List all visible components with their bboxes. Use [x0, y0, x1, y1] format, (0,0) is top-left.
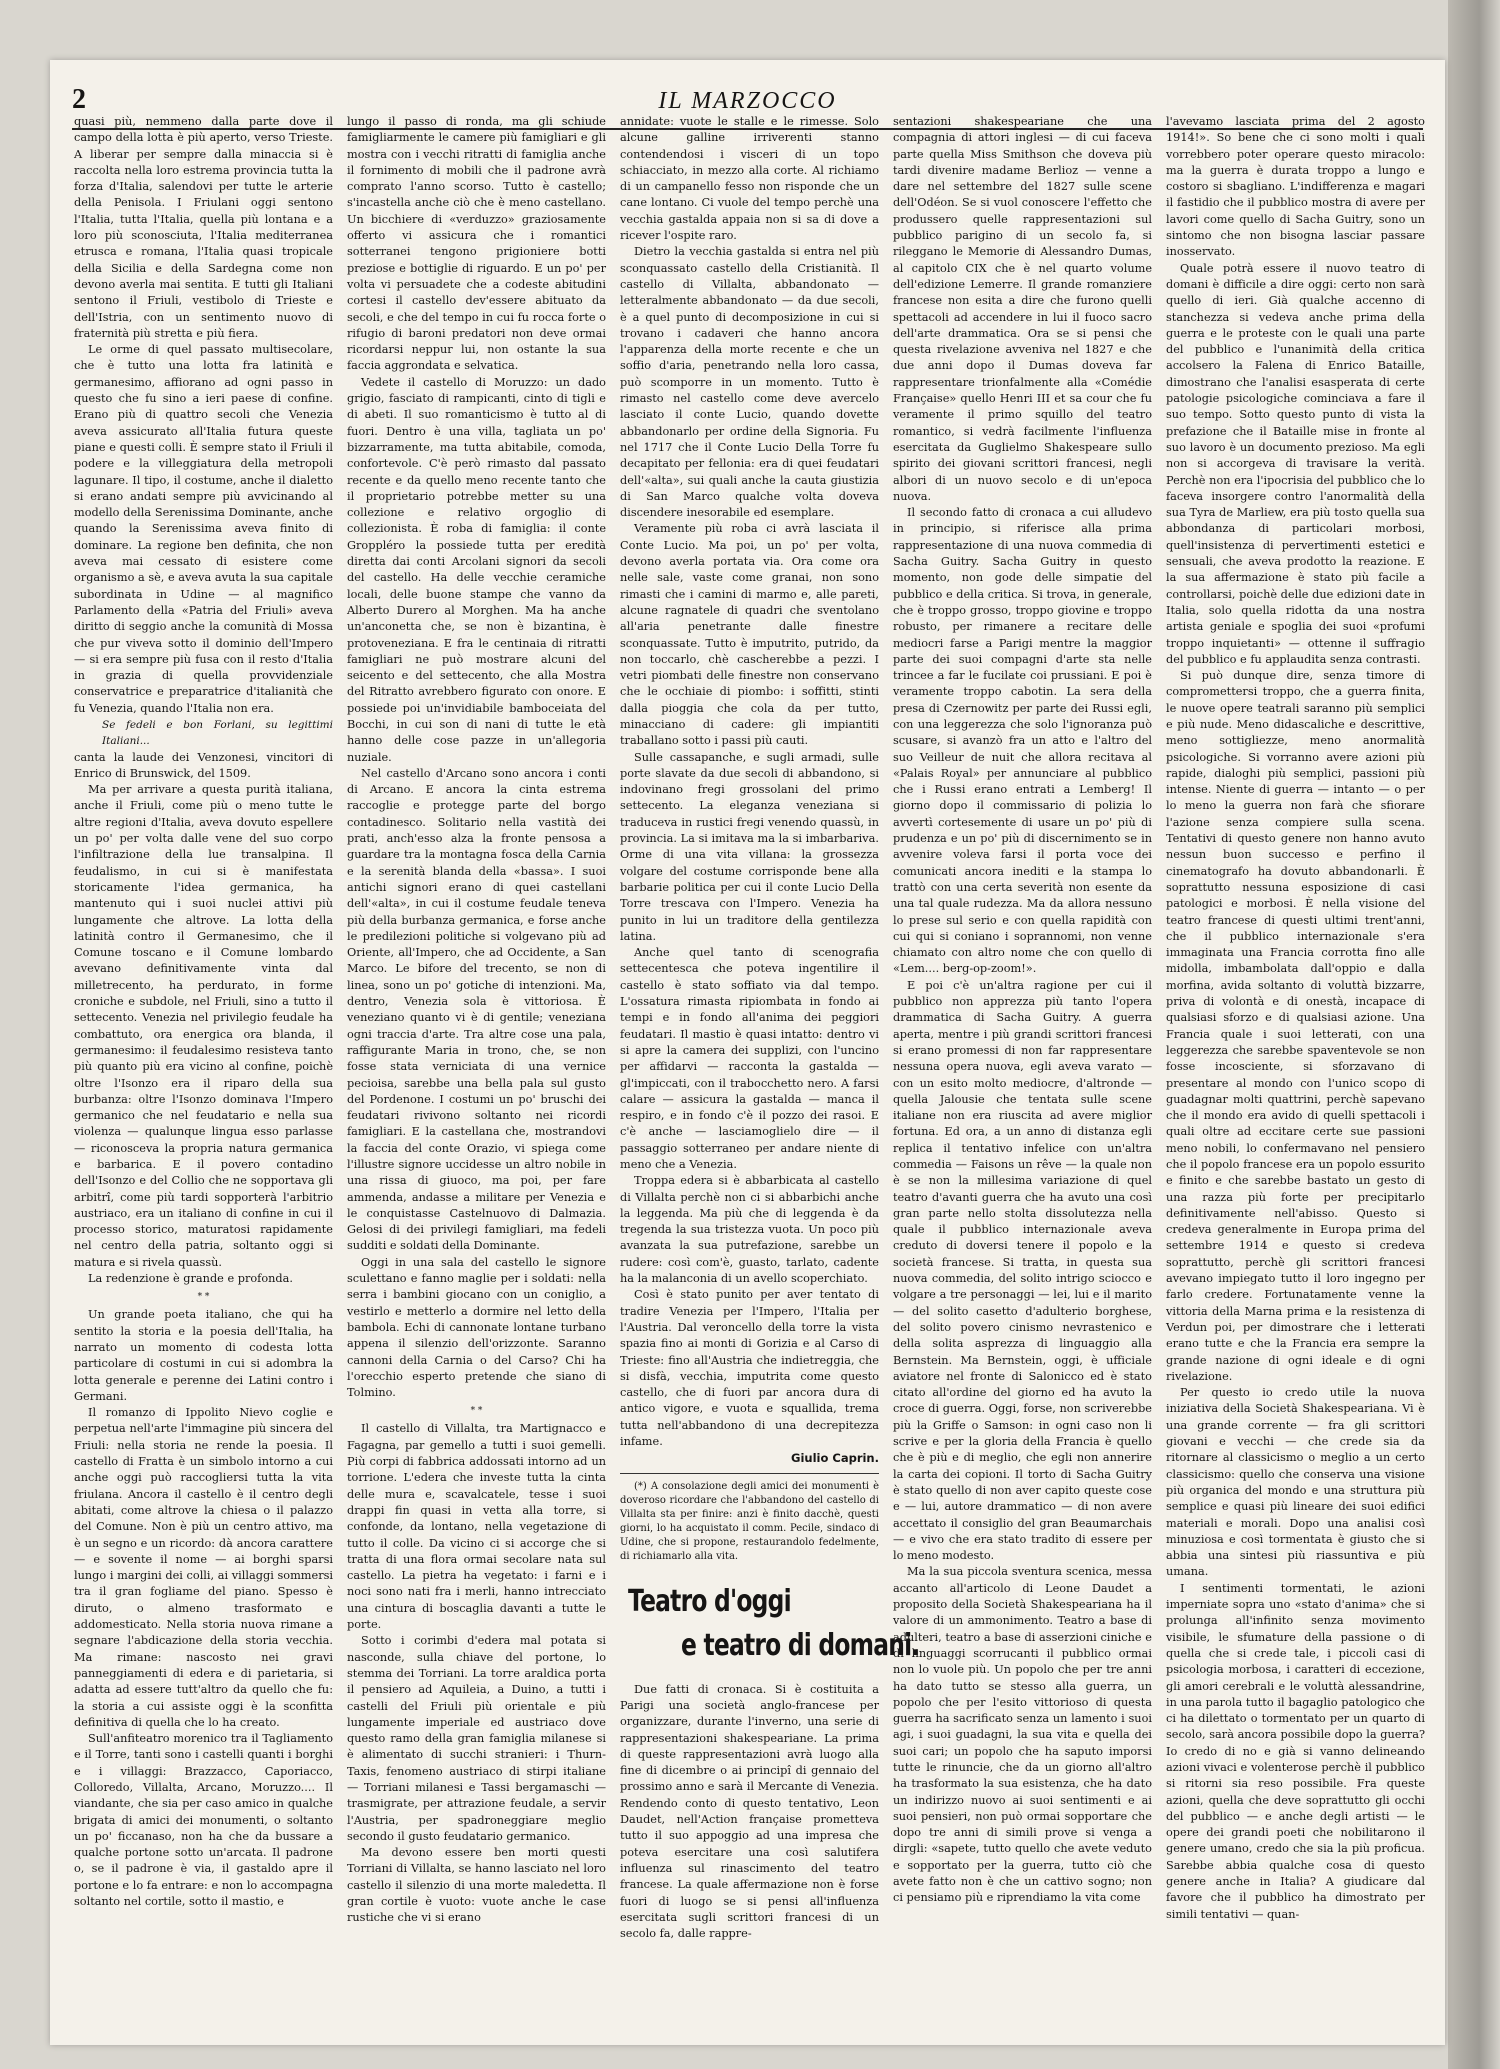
paragraph: Le orme di quel passato multisecolare, che è tutto una lotta fra latinità e germanesimo, affiorano ad ogni passo in questo che fu sino a ieri paese di confine. Erano più di quattro secoli che Venezia aveva assicurato all'Italia futura queste piane e questi colli. È sempre stato il Friuli il podere e la villeggiatura della metropoli lagunare. Il tipo, il costume, anche il dialetto si erano andati sempre più avvicinando al modello della Serenissima Dominante, anche quando la Serenissima aveva finito di dominare. La regione ben definita, che non aveva mai cessato di esistere come organismo a sè, e aveva avuta la sua capitale subordinata in Udine — al magnifico Parlamento della «Patria del Friuli» aveva diritto di seggio anche la comunità di Mossa che pur viveva sotto il dominio dell'Impero — si era sempre più fusa con il resto d'Italia in grazia di quella provvidenziale conservatrice e preparatrice d'italianità che fu Venezia, quando l'Italia non era.	[74, 343, 333, 715]
footnote: (*) A consolazione degli amici dei monumenti è doveroso ricordare che l'abbandono del castello di Villalta sta per finire: anzi è finito dacchè, questi giorni, lo ha acquistato il comm. Pecile, sindaco di Udine, che si propone, restaurandolo fedelmente, di richiamarlo alla vita.	[620, 1473, 879, 1564]
paragraph: lungo il passo di ronda, ma gli schiude famigliarmente le camere più famigliari e gli mostra con i vecchi ritratti di famiglia anche il fornimento di mobili che il padrone avrà comprato l'anno scorso. Tutto è castello; s'incastella anche ciò che è meno castellano. Un bicchiere di «verduzzo» graziosamente offerto vi assicura che i romantici sotterranei tengono prigioniere botti preziose e bottiglie di riguardo. E un po' per volta vi persuadete che a codeste abitudini cortesi il castello dev'essere abituato da secoli, e che del tempo in cui fu rocca forte o rifugio di baroni predatori non deve ormai ricordarsi neppur lui, non ostante la sua faccia aggrondata e selvatica.	[347, 115, 606, 373]
column-2	[347, 114, 606, 2025]
author-signature: Giulio Caprin.	[791, 1451, 879, 1466]
paragraph: Il castello di Villalta, tra Martignacco e Fagagna, par gemello a tutti i suoi gemelli. Più corpi di fabbrica addossati intorno ad un torrione. L'edera che investe tutta la cinta delle mura e, scavalcatele, tesse i suoi drappi fin quasi in vetta alla torre, si confonde, da lontano, nella vegetazione di tutto il colle. Da vicino ci si accorge che si tratta di una flora ormai secolare nata sul castello. La pietra ha vegetato: i farni e i noci sono nati fra i merli, hanno intrecciato una cintura di boscaglia davanti a tutte le porte.	[347, 1422, 606, 1632]
paragraph: Quale potrà essere il nuovo teatro di domani è difficile a dire oggi: certo non sarà quello di ieri. Già qualche accenno di stanchezza si vedeva anche prima della guerra e le proteste con le quali una parte del pubblico e l'unanimità della critica accolsero la Falena di Enrico Bataille, dimostrano che l'analisi esasperata di certe patologie psicologiche cominciava a fare il suo tempo. Sotto questo punto di vista la prefazione che il Bataille mise in fronte al suo lavoro è un documento prezioso. Ma egli non si accorgeva di travisare la verità. Perchè non era l'ipocrisia del pubblico che lo faceva insorgere contro l'anormalità della sua Tyra de Marliew, era più tosto quella sua abbondanza di particolari morbosi, quell'insistenza di pervertimenti estetici e sensuali, che aveva prodotto la reazione. E la sua affermazione è stato più facile a controllarsi, poichè delle due edizioni date in Italia, solo quella ridotta da una nostra artista geniale e spoglia dei suoi «profumi troppo inquietanti» — ottenne il suffragio del pubblico e fu applaudita senza contrasti.	[1166, 261, 1425, 666]
paragraph: Ma la sua piccola sventura scenica, messa accanto all'articolo di Leone Daudet a proposito della Società Shakespeariana ha il valore di un ammonimento. Teatro a base di adulteri, teatro a base di asserzioni ciniche e di linguaggi scorrucanti il pubblico ormai non lo vuole più. Un popolo che per tre anni ha dato tutto se stesso alla guerra, un popolo che per l'esito vittorioso di questa guerra ha sacrificato senza un lamento i suoi agi, i suoi guadagni, la sua vita e quella dei suoi cari; un popolo che ha saputo imporsi tutte le rinuncie, che da un giorno all'altro ha trasformato la sua esistenza, che ha dato un indirizzo nuovo ai suoi sentimenti e ai suoi pensieri, non può ormai sopportare che dopo tre anni di simili prove si venga a dirgli: «sapete, tutto quello che avete veduto e sopportato per la guerra, tutto ciò che avete fatto non è che un cattivo sogno; non ci pensiamo più e riprendiamo la vita come	[893, 1565, 1152, 1905]
page-number: 2	[72, 84, 86, 115]
column-4	[893, 114, 1152, 2025]
paragraph: Nel castello d'Arcano sono ancora i conti di Arcano. E ancora la cinta estrema raccoglie e protegge parte del borgo contadinesco. Solitario nella vastità dei prati, anch'esso alza la fronte pensosa a guardare tra la montagna fosca della Carnia e la serenità blanda della «bassa». I suoi antichi signori erano di quei castellani dell'«alta», in cui il costume feudale teneva più della burbanza germanica, e forse anche le predilezioni politiche si volgevano più ad Oriente, all'Impero, che ad Occidente, a San Marco. Le bifore del trecento, se non di linea, sono un po' gotiche di intenzioni. Ma, dentro, Venezia sola è vittoriosa. È veneziano quanto vi è di gentile; veneziana ogni traccia d'arte. Tra altre cose una pala, raffigurante Maria in trono, che, se non fosse stata verniciata di una vernice pecioisa, sarebbe una bella pala sul gusto del Pordenone. I costumi un po' bruschi dei feudatari rivivono soltanto nei ricordi famigliari. E la castellana che, mostrandovi la faccia del conte Orazio, vi spiega come l'illustre signore uccidesse un altro nobile in una rissa di giuoco, ma poi, per fare ammenda, andasse a militare per Venezia e le conquistasse Castelnuovo di Dalmazia. Gelosi di dei privilegi famigliari, ma fedeli sudditi e soldati della Dominante.	[347, 766, 606, 1253]
paragraph: Oggi in una sala del castello le signore sculettano e fanno maglie per i soldati: nella serra i bambini giocano con un coniglio, a vestirlo e metterlo a dormire nel letto della bambola. Echi di cannonate lontane turbano appena il silenzio dell'orizzonte. Saranno cannoni della Carnia o del Carso? Chi ha l'orecchio esperto pretende che siano di Tolmino.	[347, 1255, 606, 1400]
paragraph: annidate: vuote le stalle e le rimesse. Solo alcune galline irriverenti stanno contendendosi i visceri di un topo schiacciato, in mezzo alla corte. Al richiamo di un campanello fesso non risponde che un cane lontano. Ci vuole del tempo perchè una vecchia gastalda appaia non si sa di dove a ricever l'ospite raro.	[620, 115, 879, 243]
section-separator: * *	[470, 1406, 483, 1417]
paragraph: l'avevamo lasciata prima del 2 agosto 1914!». So bene che ci sono molti i quali vorrebbero poter operare questo miracolo: ma la guerra è durata troppo a lungo e costoro si sbagliano. L'indifferenza e magari il fastidio che il pubblico mostra di avere per lavori come quello di Sacha Guitry, sono un sintomo che non bisogna lasciar passare inosservato.	[1166, 115, 1425, 259]
paragraph: canta la laude dei Venzonesi, vincitori di Enrico di Brunswick, del 1509.	[74, 750, 333, 780]
section-separator: * *	[197, 1292, 210, 1303]
paragraph: Per questo io credo utile la nuova iniziativa della Società Shakespeariana. Vi è una grande corrente — fra gli scrittori giovani e vecchi — che crede sia da ritornare al classicismo o meglio a un certo classicismo: quello che conserva una visione più organica del mondo e una struttura più semplice e quasi più lineare dei suoi edifici materiali e morali. Dopo una analisi così minuziosa e così tormentata è giusto che si abbia una sintesi più riassuntiva e più umana.	[1166, 1386, 1425, 1579]
paragraph: Due fatti di cronaca. Si è costituita a Parigi una società anglo-francese per organizzare, durante l'inverno, una serie di rappresentazioni shakespeariane. La prima di queste rappresentazioni avrà luogo alla fine di dicembre o ai principî di gennaio del prossimo anno e sarà il Mercante di Venezia. Rendendo conto di questo tentativo, Leon Daudet, nell'Action française prometteva tutto il suo appoggio ad una impresa che poteva esercitare una così salutifera influenza sul rinascimento del teatro francese. La quale affermazione non è forse fuori di luogo se si pensi all'influenza esercitata sugli scrittori francesi di un secolo fa, dalle rappre-	[620, 1682, 879, 1941]
paragraph: E poi c'è un'altra ragione per cui il pubblico non apprezza più tanto l'opera drammatica di Sacha Guitry. A guerra aperta, mentre i più grandi scrittori francesi si erano promessi di non far rappresentare nessuna opera nuova, egli aveva varato — con un esito molto mediocre, d'altronde — quella Jalousie che tentata sulle scene italiane non era riuscita ad avere miglior fortuna. Ed ora, a un anno di distanza egli replica il tentativo infelice con un'altra commedia — Faisons un rêve — la quale non è se non la millesima variazione di quel teatro d'avanti guerra che ha avuto una così gran parte nello stolta dissolutezza nella quale il pubblico internazionale aveva creduto di doversi tenere il popolo e la società francese. Si tratta, in questa sua nuova commedia, del solito intrigo sciocco e volgare a tre personaggi — lei, lui e il marito — del solito casetto d'adulterio borghese, del solito povero cinismo nevrastenico e della solita asprezza di linguaggio alla Bernstein. Ma Bernstein, oggi, è ufficiale aviatore nel fronte di Salonicco ed è stato citato all'ordine del giorno ed ha avuto la croce di guerra. Oggi, forse, non scriverebbe più la Griffe o Samson: in ogni caso non li scrive e per la gloria della Francia è quello che è più e di meglio, che egli non annerire la carta dei copioni. Il torto di Sacha Guitry è stato quello di non aver capito queste cose e — lui, autore drammatico — di non avere accettato il consiglio del gran Beaumarchais — e vivo che era stato tradito di essere per lo meno modesto.	[893, 978, 1152, 1563]
paragraph: Anche quel tanto di scenografia settecentesca che poteva ingentilire il castello è stato soffiato via dal tempo. L'ossatura rimasta ripiombata in fondo ai tempi e in fondo all'anima dei peggiori feudatari. Il mastio è quasi intatto: dentro vi si apre la camera dei supplizi, con l'uncino per affidarvi — racconta la gastalda — gl'impiccati, con il trabocchetto nero. A farsi calare — assicura la gastalda — manca il respiro, e in fondo c'è il pozzo dei rasoi. E c'è anche — lasciamoglielo dire — il passaggio sotterraneo per andare niente di meno che a Venezia.	[620, 946, 879, 1171]
paragraph: Ma devono essere ben morti questi Torriani di Villalta, se hanno lasciato nel loro castello il silenzio di una morte maledetta. Il gran cortile è vuoto: vuote anche le case rustiche che vi si erano	[347, 1846, 606, 1925]
paragraph: Un grande poeta italiano, che qui ha sentito la storia e la poesia dell'Italia, ha narrato un momento di codesta lotta particolare di costumi in cui si adombra la lotta generale e perenne dei Latini contro i Germani.	[74, 1308, 333, 1403]
column-1	[74, 114, 333, 2025]
paragraph: Veramente più roba ci avrà lasciata il Conte Lucio. Ma poi, un po' per volta, devono averla portata via. Ora come ora nelle sale, vaste come granai, non sono rimasti che i camini di marmo e, alle pareti, alcune ragnatele di quadri che sventolano all'aria penetrante dalle finestre sconquassate. Tutto è imputrito, putrido, da non toccarlo, chè cascherebbe a pezzi. I vetri piombati delle finestre non conservano che le occhiaie di piombo: i soffitti, stinti dalla pioggia che cola da per tutto, minacciano di cadere: gli impiantiti traballano sotto i passi più cauti.	[620, 522, 879, 748]
column-3	[620, 114, 920, 2025]
verse-quote: Se fedeli e bon Forlani, su legittimi Italiani...	[102, 718, 333, 748]
paragraph: Sull'anfiteatro morenico tra il Tagliamento e il Torre, tanti sono i castelli quanti i borghi e i villaggi: Brazzacco, Caporiacco, Colloredo, Villalta, Arcano, Moruzzo.... Il viandante, che sia per caso amico in qualche brigata di amici dei monumenti, o soltanto un po' ficcanaso, non ha che da bussare a qualche portone sotto un'arcata. Il padrone o, se il padrone è via, il gastaldo apre il portone e lo fa entrare: e non lo accompagna soltanto nel cortile, sotto il mastio, e	[74, 1732, 333, 1909]
paragraph: Così è stato punito per aver tentato di tradire Venezia per l'Impero, l'Italia per l'Austria. Dal veroncello della torre la vista spazia fino ai monti di Gorizia e al Carso di Trieste: fino all'Austria che indietreggia, che si disfà, vecchia, imputrita come questo castello, che di fuori par ancora dura di antico vigore, e vuota e squallida, trema tutta nell'abbandono di una decrepitezza infame.	[620, 1288, 879, 1449]
paragraph: Sotto i corimbi d'edera mal potata si nasconde, sulla chiave del portone, lo stemma dei Torriani. La torre araldica porta il pensiero ad Aquileia, a Duino, a tutti i castelli del Friuli più orientale e più lungamente imperiale ed austriaco dove questo ramo della gran famiglia milanese si è alimentato di succhi stranieri: i Thurn-Taxis, fenomeno austriaco di stirpi italiane — Torriani milanesi e Tassi bergamaschi — trasmigrate, per attrazione feudale, a servir l'Austria, per spadroneggiare meglio secondo il gusto feudatario germanico.	[347, 1634, 606, 1843]
paragraph: sentazioni shakespeariane che una compagnia di attori inglesi — di cui faceva parte quella Miss Smithson che doveva più tardi divenire madame Berlioz — venne a dare nel settembre del 1827 sulle scene dell'Odéon. Se si vuol conoscere l'effetto che produssero quelle rappresentazioni sul pubblico parigino di un secolo fa, si rileggano le Memorie di Alessandro Dumas, al capitolo CIX che è nel quarto volume dell'edizione Lemerre. Il grande romanziere francese non esita a dire che furono quelli spettacoli ad accendere in lui il fuoco sacro dell'arte drammatica. Ora se si pensi che questa rivelazione avveniva nel 1827 e che due anni dopo il Dumas doveva far rappresentare trionfalmente alla «Comédie Française» quello Henri III et sa cour che fu veramente il primo squillo del teatro romantico, si vedrà facilmente l'influenza esercitata da Guglielmo Shakespeare sullo spirito dei giovani scrittori francesi, negli albori di un nuovo secolo e di un'epoca nuova.	[893, 115, 1152, 503]
paragraph: Il secondo fatto di cronaca a cui alludevo in principio, si riferisce alla prima rappresentazione di una nuova commedia di Sacha Guitry. Sacha Guitry in questo momento, non gode delle simpatie del pubblico e della critica. Si trova, in generale, che è troppo grosso, troppo giovine e troppo robusto, per rimanere a recitare delle mediocri farse a Parigi mentre la maggior parte dei suoi compagni d'arte sta nelle trincee a far le fucilate coi prussiani. E poi è veramente troppo cabotin. La sera della presa di Czernowitz per parte dei Russi egli, con una leggerezza che solo l'ignoranza può scusare, si avanzò fra un atto e l'altro del suo Veilleur de nuit che allora recitava al «Palais Royal» per annunciare al pubblico che i Russi erano entrati a Lemberg! Il giorno dopo il commissario di polizia lo avvertì cortesemente di usare un po' più di prudenza e un po' più di discernimento se in avvenire voleva farsi il porta voce dei comunicati ancora inediti e la stampa lo trattò con una certa severità non esente da una tal quale rudezza. Ma da allora nessuno lo prese sul serio e con quella rapidità con cui qui si coniano i soprannomi, non venne chiamato con altro nome che con quello di «Lem.... berg-op-zoom!».	[893, 506, 1152, 976]
paragraph: Si può dunque dire, senza timore di compromettersi troppo, che a guerra finita, le nuove opere teatrali saranno più semplici e più nude. Meno didascaliche e descrittive, meno sottigliezze, meno anormalità psicologiche. Si vorranno avere azioni più rapide, dialoghi più semplici, passioni più intense. Niente di guerra — intanto — o per lo meno la guerra non farà che sfiorare l'azione senza compiere sulla scena. Tentativi di questo genere non hanno avuto nessun buon successo e perfino il cinematografo ha dovuto abbandonarli. È soprattutto nessuna esposizione di casi patologici e morbosi. È nella visione del teatro francese di questi ultimi trent'anni, che il pubblico internazionale s'era immaginata una Francia corrotta fino alle midolla, imbambolata dall'oppio e dalla morfina, avida soltanto di voluttà bizzarre, priva di volontà e di onestà, incapace di qualsiasi sforzo e di qualsiasi azione. Una Francia quale i suoi letterati, con una leggerezza che sarebbe spaventevole se non fosse incosciente, si sforzavano di presentare al mondo con l'unico scopo di guadagnar molti quattrini, perchè sapevano che il mondo era avido di quelli spettacoli i quali oltre ad eccitare certe sue passioni meno nobili, lo confermavano nel pensiero che il popolo francese era un popolo essurito e finito e che sarebbe bastato un gesto di una razza più forte per precipitarlo definitivamente nell'abisso. Questo si credeva generalmente in Europa prima del settembre 1914 e questo si credeva soprattutto, perchè gli scrittori francesi avevano impiegato tutto il loro ingegno per farlo credere. Fortunatamente venne la vittoria della Marna prima e la resistenza di Verdun poi, per dimostrare che i letterati erano tutte e che la Francia era sempre la grande nazione di ogni ideale e di ogni rivelazione.	[1166, 669, 1425, 1383]
paragraph: La redenzione è grande e profonda.	[88, 1272, 293, 1286]
paragraph: Troppa edera si è abbarbicata al castello di Villalta perchè non ci si abbarbichi anche la leggenda. Ma più che di leggenda è da tregenda la sua tristezza vuota. Un poco più avanzata la sua putrefazione, sarebbe un rudere: così com'è, guasto, tarlato, cadente ha la malanconia di un avello scoperchiato.	[620, 1174, 879, 1286]
headline-line-1: Teatro d'oggi	[628, 1583, 791, 1619]
scan-edge	[1448, 0, 1500, 2069]
paragraph: I sentimenti tormentati, le azioni imperniate sopra uno «stato d'anima» che si prolunga all'infinito senza movimento visibile, le sfumature della passione o di quella che si crede tale, i piccoli casi di psicologia morbosa, i caratteri di eccezione, gli amori cerebrali e le voluttà alessandrine, in una parola tutto il bagaglio patologico che ci ha dilettato o tormentato per un quarto di secolo, sarà ancora possibile dopo la guerra? Io credo di no e già si vanno delineando azioni vivaci e volenterose perchè il pubblico si ritorni sia reso possibile. Fra queste azioni, quella che deve soprattutto gli occhi del pubblico — e anche degli artisti — le opere dei grandi poeti che nobilitarono il genere umano, credo che sia la più proficua. Sarebbe abbia qualche cosa di questo genere anche in Italia? A giudicare dal favore che il pubblico ha dimostrato per simili tentativi — quan-	[1166, 1581, 1425, 1921]
headline-line-2: e teatro di domani.	[681, 1627, 920, 1663]
paragraph: quasi più, nemmeno dalla parte dove il campo della lotta è più aperto, verso Trieste. A liberar per sempre dalla minaccia si è raccolta nella loro estrema provincia tutta la forza d'Italia, salendovi per tutte le arterie della Penisola. I Friulani oggi sentono l'Italia, tutta l'Italia, quella più lontana e a loro più sconosciuta, l'Italia mediterranea etrusca e romana, l'Italia quasi tropicale della Sicilia e della Sardegna come non devono averla mai sentita. E tutti gli Italiani sentono il Friuli, vestibolo di Trieste e dell'Istria, con un sentimento nuovo di fraternità più stretta e più fiera.	[74, 115, 333, 340]
paragraph: Sulle cassapanche, e sugli armadi, sulle porte slavate da due secoli di abbandono, si indovinano fregi grossolani del primo settecento. La eleganza veneziana si traduceva in rustici fregi venendo quassù, in provincia. La si imitava ma la si imbarbariva. Orme di una vita villana: la grossezza volgare del costume corrisponde bene alla barbarie politica per cui il conte Lucio Della Torre trescava con l'Impero. Venezia ha punito in lui un traditore della gentilezza latina.	[620, 750, 879, 943]
article-columns	[74, 114, 1425, 2025]
paragraph: Il romanzo di Ippolito Nievo coglie e perpetua nell'arte l'immagine più sincera del Friuli: nella storia ne rende la poesia. Il castello di Fratta è un simbolo intorno a cui anche oggi può raccogliersi tutta la vita friulana. Ancora il castello è il centro degli abitati, come altrove la chiesa o il palazzo del Comune. Non è più un centro attivo, ma è un segno e un ricordo: dà ancora carattere — e sovente il nome — ai borghi sparsi lungo i margini dei colli, ai villaggi sommersi tra il gran fogliame del piano. Spesso è diruto, o almeno trasformato e addomesticato. Nella storia nuova rimane a segnare l'abdicazione della storia vecchia. Ma rimane: nascosto nei gravi panneggiamenti di edera e di parietaria, si adatta ad essere tutt'altro da quello che fu: la storia a cui assiste oggi è la sconfitta definitiva di quella che lo ha creato.	[74, 1406, 333, 1729]
paragraph: Dietro la vecchia gastalda si entra nel più sconquassato castello della Cristianità. Il castello di Villalta, abbandonato — letteralmente abbandonato — da due secoli, è a quel punto di decomposizione in cui si trovano i cadaveri che hanno ancora l'apparenza della morte recente e che un soffio d'aria, penetrando nella loro cassa, può scomporre in un momento. Tutto è rimasto nel castello come deve avercelo lasciato il conte Lucio, quando dovette abbandonarlo per ordine della Signoria. Fu nel 1717 che il Conte Lucio Della Torre fu decapitato per fellonia: era di quei feudatari dell'«alta», sui quali anche la cauta giustizia di San Marco qualche volta doveva discendere inesorabile ed esemplare.	[620, 245, 879, 520]
paragraph: Vedete il castello di Moruzzo: un dado grigio, fasciato di rampicanti, cinto di tigli e di abeti. Il suo romanticismo è tutto al di fuori. Dentro è una villa, tagliata un po' bizzarramente, ma tutta abitabile, comoda, confortevole. C'è però rimasto dal passato recente e da quello meno recente tanto che il proprietario potrebbe metter su una collezione e relativo orgoglio di collezionista. È roba di famiglia: il conte Groppléro la possiede tutta per eredità diretta dai conti Arcolani signori da secoli del castello. Ha delle vecchie ceramiche locali, delle buone stampe che vanno da Alberto Durero al Morghen. Ma ha anche un'anconetta che, se non è bizantina, è protoveneziana. E fra le centinaia di ritratti famigliari ne può mostrare alcuni del seicento e del settecento, che alla Mostra del Ritratto avrebbero figurato con onore. E possiede poi un'invidiabile bamboceiata del Bocchi, in cui son di nani di tutte le età hanno delle cose pazze in un'allegoria nuziale.	[347, 375, 606, 764]
paragraph: Ma per arrivare a questa purità italiana, anche il Friuli, come più o meno tutte le altre regioni d'Italia, aveva dovuto espellere un po' per volta dalle vene del suo corpo l'infiltrazione della lue transalpina. Il feudalismo, in cui si è manifestata storicamente l'idea germanica, ha mantenuto qui i suoi nuclei attivi più lungamente che altrove. La lotta della latinità contro il Germanesimo, che il Comune toscano e il Comune lombardo avevano definitivamente vinta dal milletrecento, ha perdurato, in forme croniche e subdole, nel Friuli, sino a tutto il settecento. Venezia nel privilegio feudale ha combattuto, ora energica ora blanda, il germanesimo: il feudalesimo resisteva tanto più quanto più era vicino al confine, poichè oltre l'Isonzo era il riparo della sua burbanza: oltre l'Isonzo dominava l'Impero germanico che nel feudatario e nella sua violenza — qualunque lingua esso parlasse — riconosceva la propria natura germanica e barbarica. E il povero contadino dell'Isonzo e del Collio che ne sopportava gli arbitrî, come più tardi sopporterà l'arbitrio austriaco, era un italiano di confine in cui il processo storico, maturatosi rapidamente nel centro della patria, soltanto oggi si matura e si rivela quassù.	[74, 783, 333, 1269]
column-5	[1166, 114, 1425, 2025]
masthead-title: IL MARZOCCO	[658, 88, 837, 114]
article-headline	[628, 1580, 920, 1668]
newspaper-page	[50, 60, 1445, 2045]
